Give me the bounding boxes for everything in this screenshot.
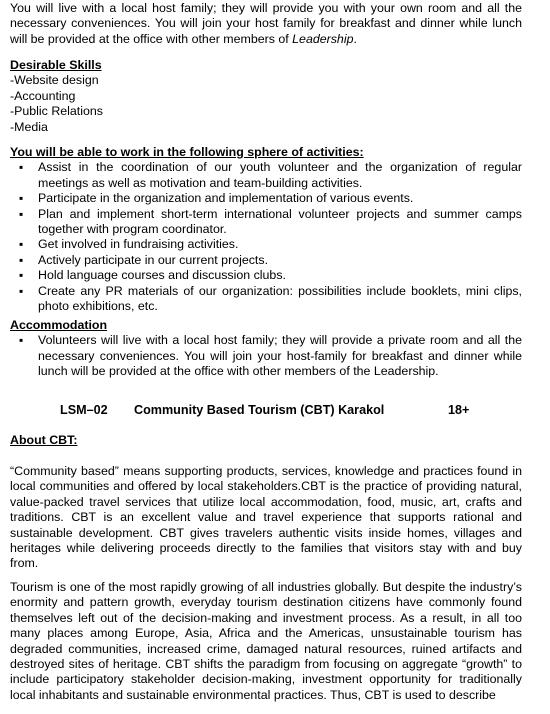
accommodation-list <box>10 333 522 379</box>
intro-italic-org: Leadership <box>292 31 354 46</box>
activity-item: ▪ Get involved in fundraising activities. <box>10 237 522 252</box>
intro-paragraph <box>10 1 522 47</box>
skills-heading: Desirable Skills <box>10 58 102 72</box>
skill-item: -Media <box>10 119 48 134</box>
intro-text: You will live with a local host family; they will provide you with your own room and all the necessary conveniences. You will join your host family for breakfast and dinner while lunch will be provided at the office with other members of <box>10 1 522 46</box>
accommodation-item: ▪ Volunteers will live with a local host family; they will provide a private room and all the necessary conveniences. You will join your host-family for breakfast and dinner while lunch will be provided at the office with other members of the Leadership. <box>10 333 522 379</box>
about-paragraph-2: Tourism is one of the most rapidly growing of all industries globally. But despite the industry’s enormity and pattern growth, everyday tourism destination citizens have commonly found themselves left out of the decision-making and investment process. As a result, in all too many places among Europe, Asia, Africa and the Americas, unsustainable tourism has degraded communities, increased crime, damaged natural resources, ruined artifacts and destroyed sites of heritage. CBT shifts the paradigm from focusing on aggregate “growth” to include participatory stakeholder decision-making, investment opportunity for traditionally local inhabitants and sustainable environmental practices. Thus, CBT is used to describe <box>10 580 522 702</box>
activity-item: ▪ Actively participate in our current projects. <box>10 253 522 268</box>
skills-section <box>10 58 522 135</box>
about-paragraph-1: “Community based” means supporting products, services, knowledge and practices found in local communities and offered by local stakeholders.CBT is the practice of providing natural, value-packed travel services that utilize local accommodation, food, music, art, crafts and traditions. CBT is an excellent value and travel experience that supports rational and sustainable development. CBT gives travelers authentic visits inside homes, villages and heritages while delivering proceeds directly to the families that visitors stay with and buy from. <box>10 464 522 571</box>
activity-item: ▪ Plan and implement short-term international volunteer projects and summer camps together with program coordinator. <box>10 207 522 238</box>
project-code: LSM–02 <box>60 403 108 417</box>
intro-end: . <box>353 31 357 46</box>
skill-item: -Public Relations <box>10 104 103 119</box>
activity-item: ▪ Hold language courses and discussion clubs. <box>10 268 522 283</box>
activity-item: ▪ Assist in the coordination of our youth volunteer and the organization of regular meetings as well as motivation and team-building activities. <box>10 160 522 191</box>
accommodation-heading: Accommodation <box>10 318 108 332</box>
skill-item: -Website design <box>10 73 99 88</box>
activities-section <box>10 145 522 314</box>
accommodation-section <box>10 318 522 380</box>
activity-item: ▪ Create any PR materials of our organization: possibilities include booklets, mini clips, photo exhibitions, etc. <box>10 284 522 315</box>
skill-item: -Accounting <box>10 88 76 103</box>
activities-list <box>10 160 522 314</box>
about-heading: About CBT: <box>10 433 78 447</box>
project-title: Community Based Tourism (CBT) Karakol <box>134 403 385 417</box>
activities-heading: You will be able to work in the following sphere of activities: <box>10 145 364 159</box>
activity-item: ▪ Participate in the organization and implementation of various events. <box>10 191 522 206</box>
project-age: 18+ <box>448 403 470 417</box>
